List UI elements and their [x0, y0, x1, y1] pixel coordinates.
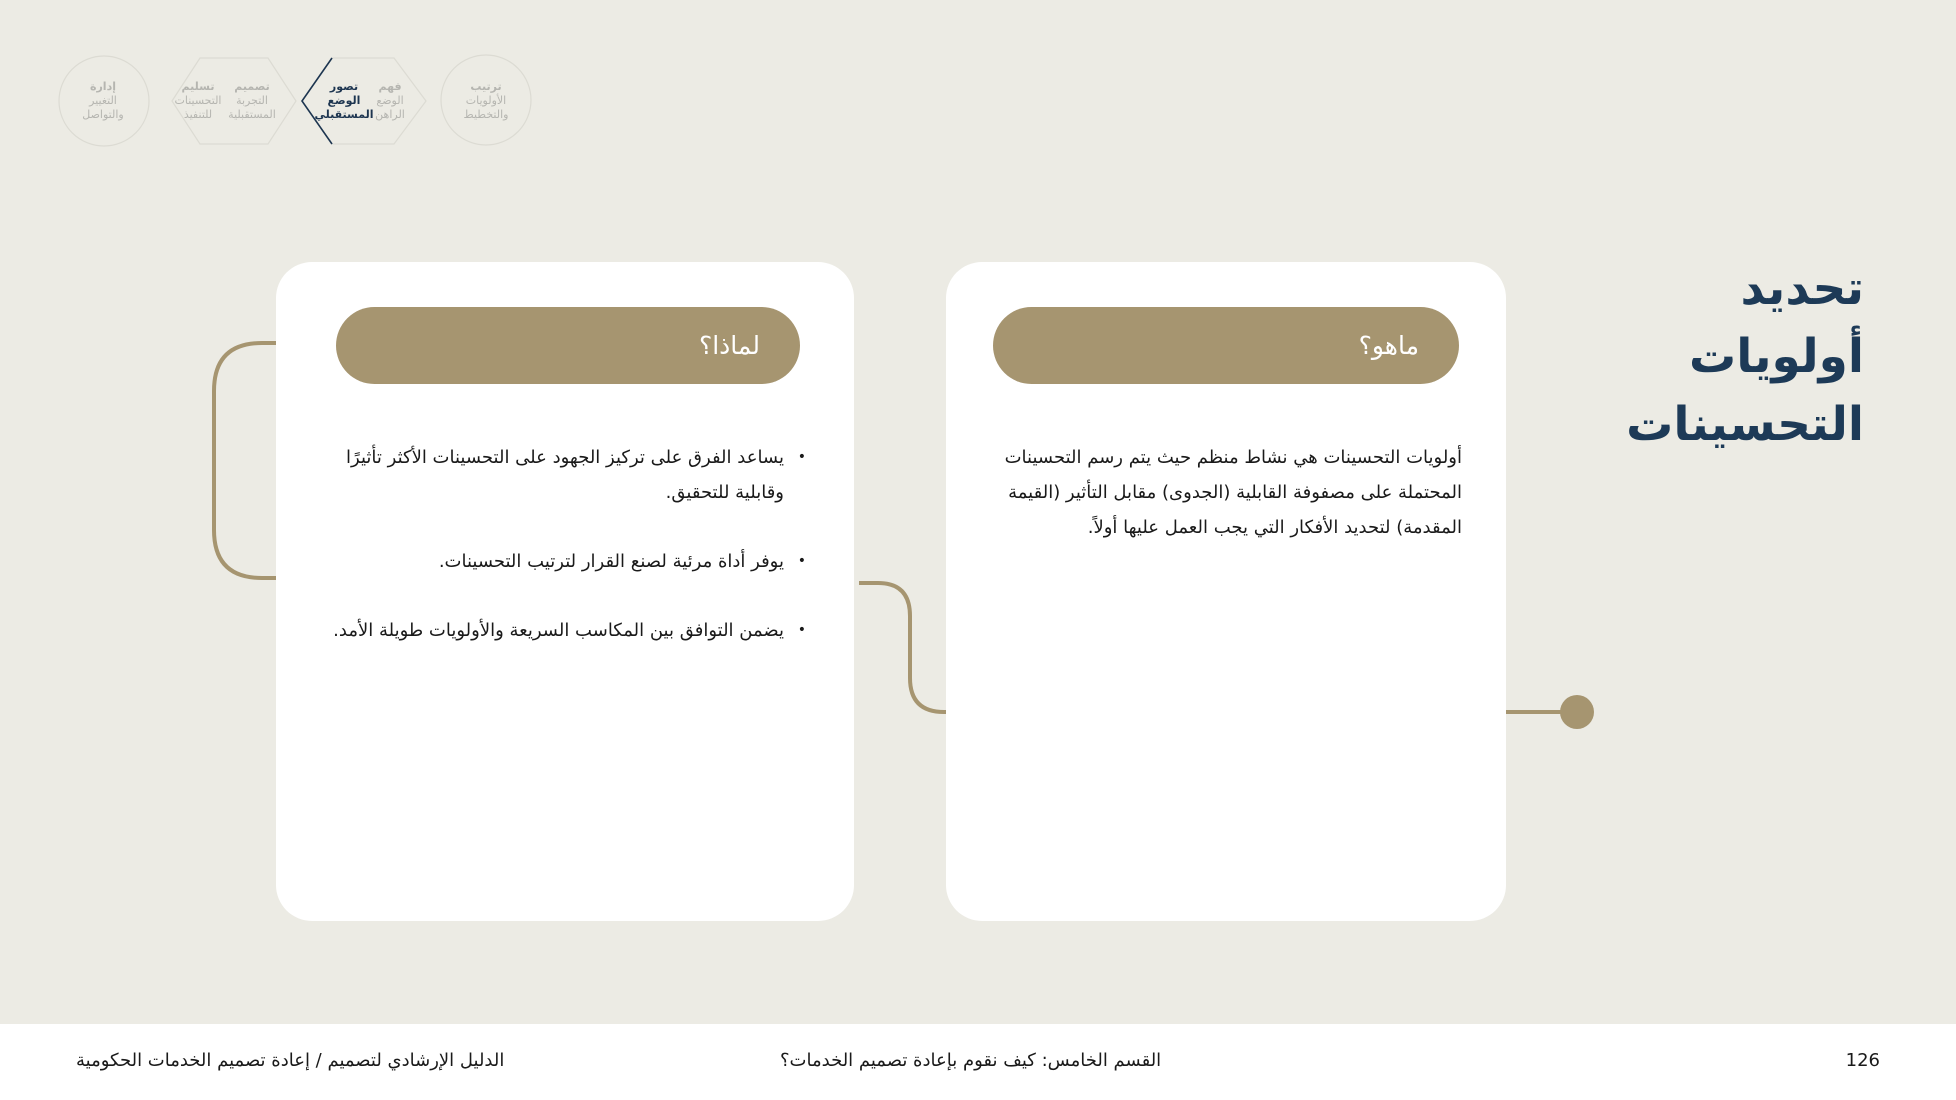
- page-number: 126: [1845, 1050, 1880, 1071]
- what-heading: ماهو؟: [993, 307, 1459, 384]
- step-design[interactable]: تصميم التجربة المستقبلية: [228, 80, 276, 121]
- what-description: أولويات التحسينات هي نشاط منظم حيث يتم رسم التحسينات المحتملة على مصفوفة القابلية (الجدوى) مقابل التأثير (القيمة المقدمة) لتحديد الأفكار التي يجب العمل عليها أولاً.: [1004, 447, 1462, 538]
- guide-title: الدليل الإرشادي لتصميم / إعادة تصميم الخدمات الحكومية: [76, 1050, 505, 1071]
- list-item: • يوفر أداة مرئية لصنع القرار لترتيب التحسينات.: [316, 544, 814, 579]
- step-prioritize[interactable]: ترتيب الأولويات والتخطيط: [463, 80, 509, 121]
- section-title: القسم الخامس: كيف نقوم بإعادة تصميم الخدمات؟: [780, 1050, 1162, 1071]
- why-bullet-list: [316, 440, 814, 682]
- page-footer: [0, 1024, 1956, 1100]
- step-understand[interactable]: فهم الوضع الراهن: [375, 80, 405, 121]
- step-deliver[interactable]: تسليم التحسينات للتنفيذ: [174, 80, 222, 121]
- what-card: [946, 262, 1506, 921]
- step-manage[interactable]: إدارة التغيير والتواصل: [82, 80, 124, 121]
- connector-start-dot: [1560, 695, 1594, 729]
- list-item: • يضمن التوافق بين المكاسب السريعة والأولويات طويلة الأمد.: [316, 613, 814, 648]
- list-item: • يساعد الفرق على تركيز الجهود على التحسينات الأكثر تأثيرًا وقابلية للتحقيق.: [316, 440, 814, 510]
- connector-middle-curve: [859, 583, 946, 712]
- why-heading: لماذا؟: [336, 307, 800, 384]
- why-card: [276, 262, 854, 921]
- page-title: تحديد أولويات التحسينات: [1626, 261, 1864, 452]
- step-envision[interactable]: تصور الوضع المستقبلي: [314, 80, 374, 121]
